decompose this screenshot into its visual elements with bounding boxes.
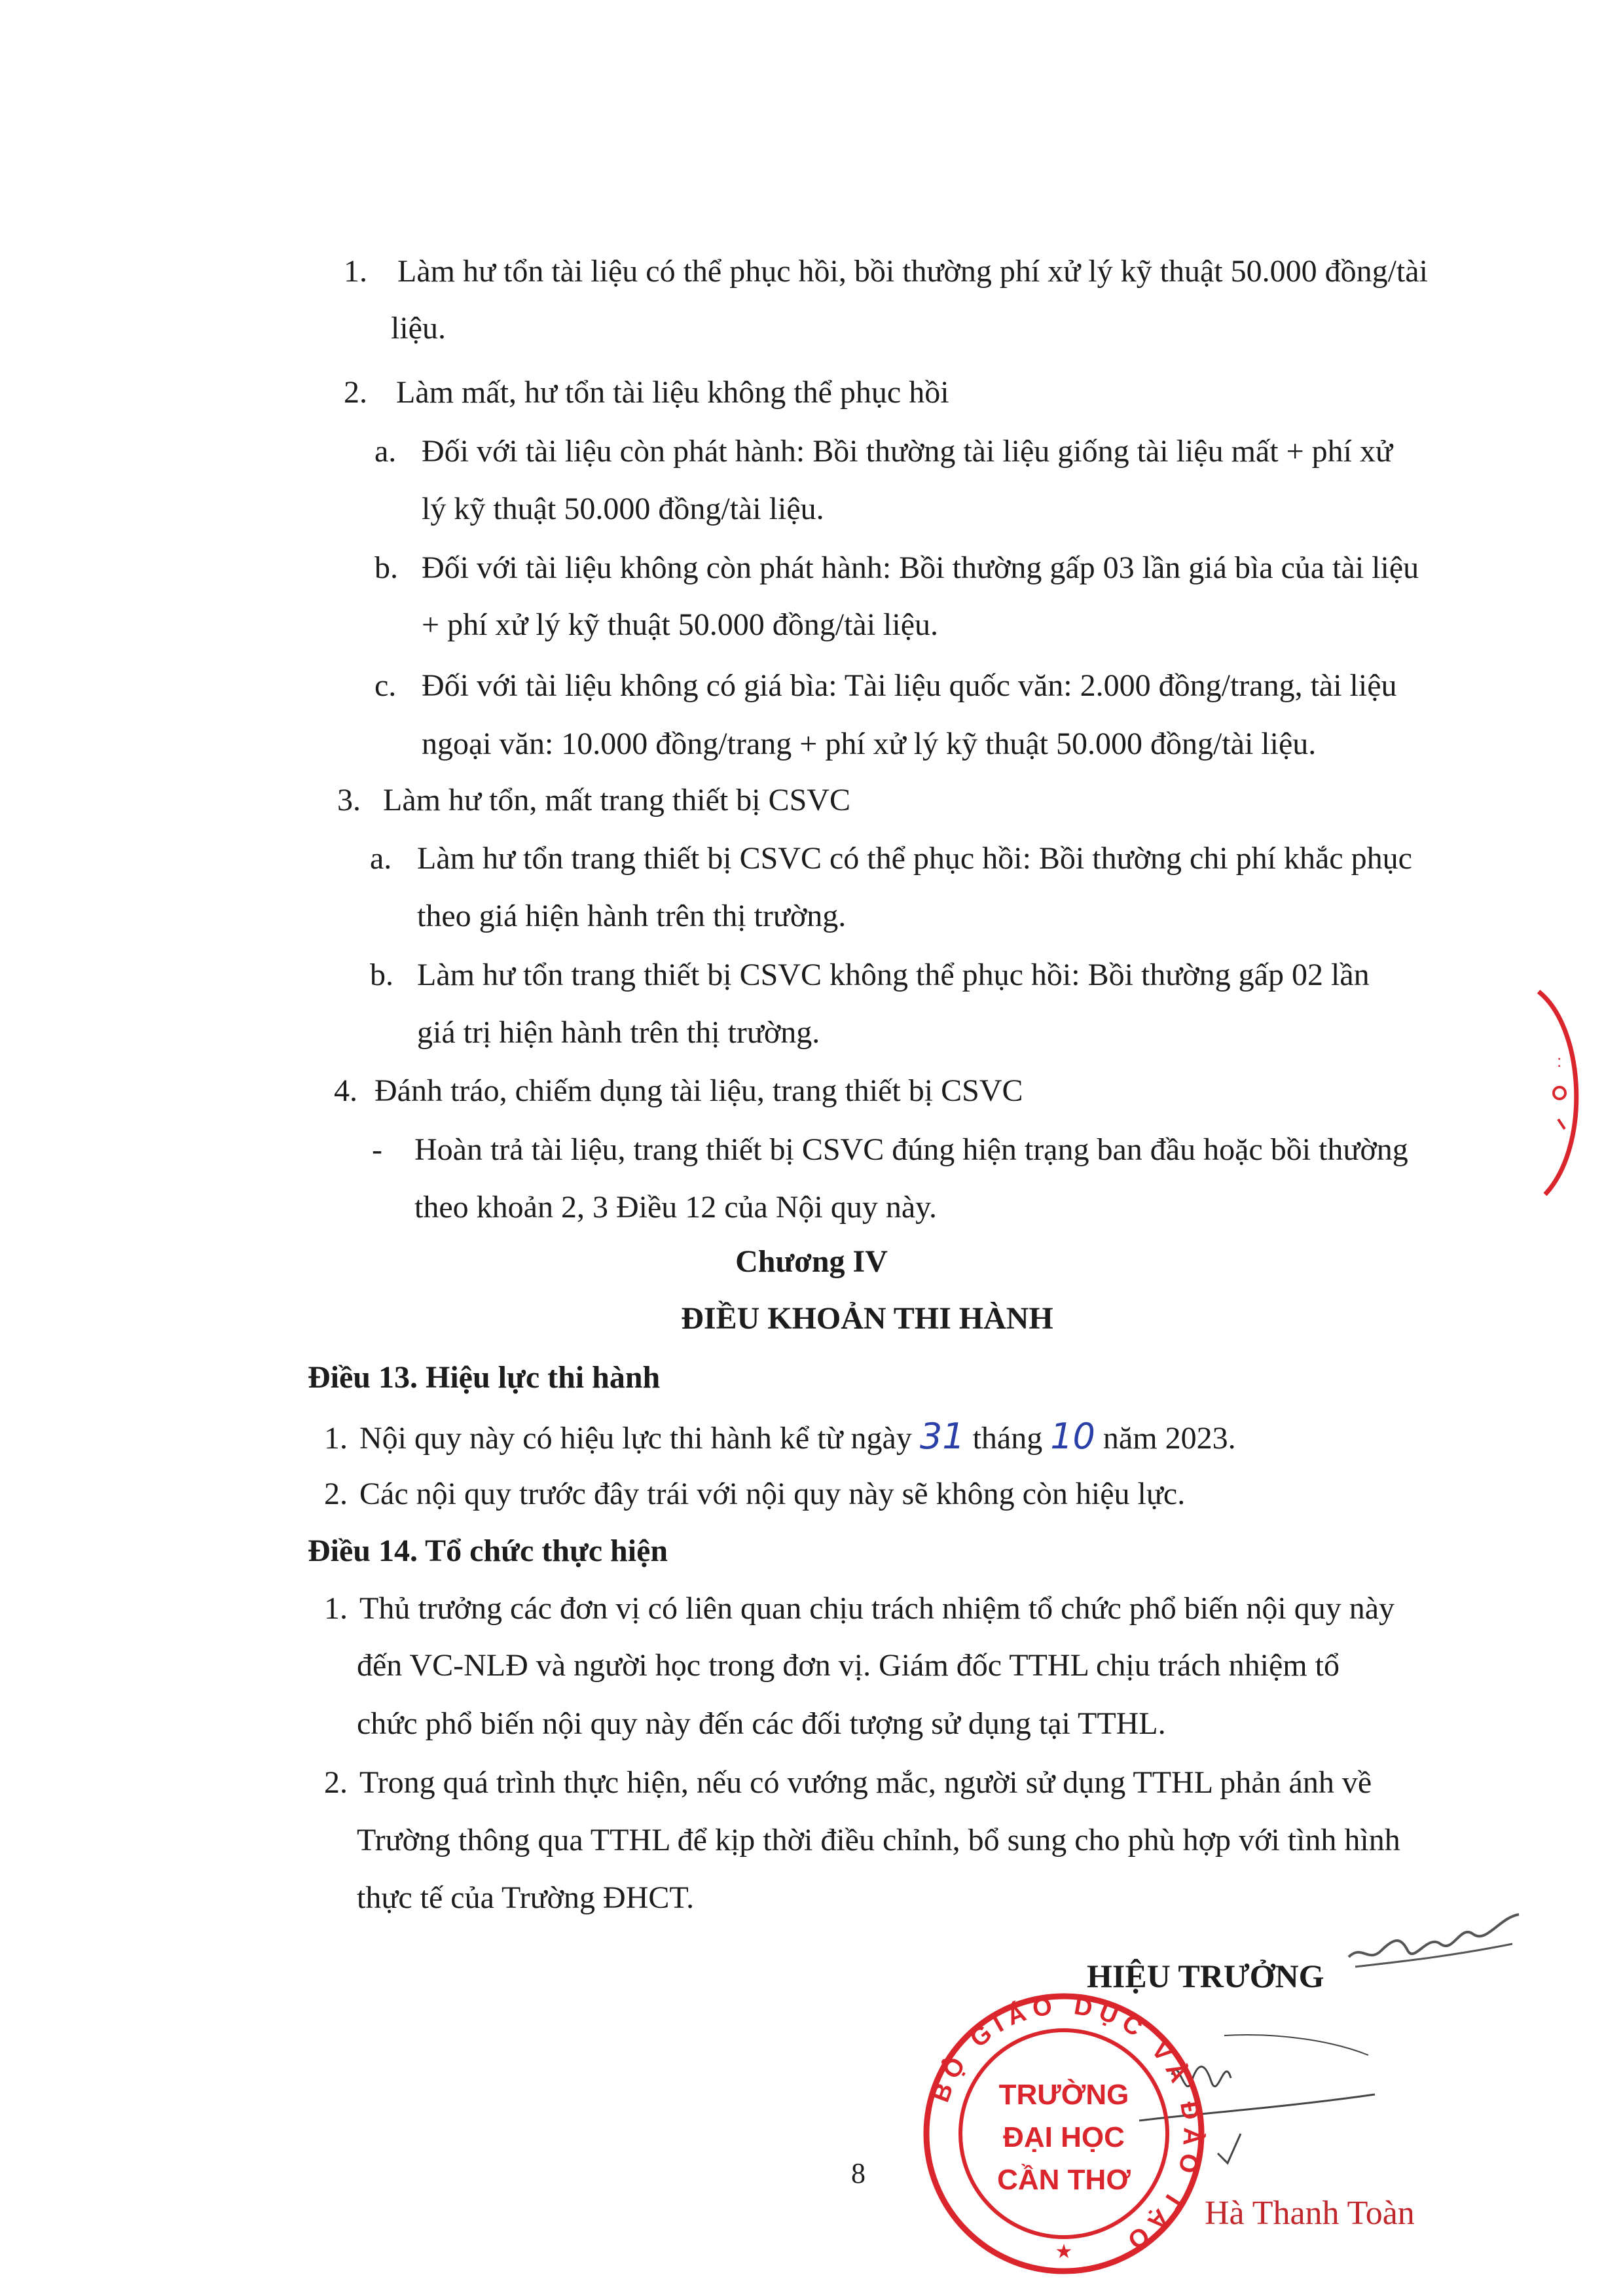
signature-title: HIỆU TRƯỞNG [1087, 1958, 1324, 1994]
item-2c-letter: c. [374, 668, 397, 703]
item-3a-text: Làm hư tổn trang thiết bị CSVC có thể phục hồi: Bồi thường chi phí khắc phục [417, 841, 1412, 876]
page-number: 8 [851, 2157, 866, 2189]
article-14-clause-1-line-2: đến VC-NLĐ và người học trong đơn vị. Giám đốc TTHL chịu trách nhiệm tổ [357, 1648, 1340, 1683]
article-14-clause-1-line-3: chức phổ biến nội quy này đến các đối tượng sử dụng tại TTHL. [357, 1706, 1166, 1741]
initials-scribble [1342, 1905, 1525, 1977]
item-1-line-1 [344, 252, 1428, 291]
item-3a-letter: a. [370, 841, 392, 876]
seal-ring-text: BỘ GIÁO DỤC VÀ ĐÀO TẠO [926, 1992, 1206, 2258]
article-14-clause-2-line-3: thực tế của Trường ĐHCT. [357, 1880, 695, 1915]
article-14-clause-2-number: 2. [324, 1765, 348, 1800]
article-14-clause-1-number: 1. [324, 1591, 348, 1626]
item-3b-letter: b. [370, 958, 393, 992]
item-3b-line-2: giá trị hiện hành trên thị trường. [417, 1015, 820, 1050]
item-2b-line-1 [374, 548, 1419, 588]
item-2a-line-1 [374, 432, 1393, 471]
item-4-dash-line-2: theo khoản 2, 3 Điều 12 của Nội quy này. [414, 1190, 938, 1225]
article-14-heading: Điều 14. Tổ chức thực hiện [308, 1534, 668, 1568]
seal-line-3: CẦN THƠ [997, 2164, 1131, 2196]
article-13-clause-1-number: 1. [324, 1421, 348, 1456]
handwritten-day: 31 [919, 1416, 965, 1457]
seal-star-icon: ★ [1055, 2241, 1073, 2263]
item-2-text: Làm mất, hư tổn tài liệu không thể phục hồi [396, 375, 949, 410]
item-4-dash-line-1 [372, 1130, 1408, 1170]
article-14-clause-1-line-1 [324, 1589, 1395, 1628]
item-4-dash-text: Hoàn trả tài liệu, trang thiết bị CSVC đúng hiện trạng ban đầu hoặc bồi thường [414, 1132, 1408, 1167]
item-2c-line-2: ngoại văn: 10.000 đồng/trang + phí xử lý kỹ thuật 50.000 đồng/tài liệu. [422, 726, 1317, 761]
item-2 [344, 373, 949, 412]
chapter-subtitle: ĐIỀU KHOẢN THI HÀNH [681, 1301, 1053, 1336]
edge-seal-fragment [1525, 988, 1597, 1198]
article-14-clause-2-text: Trong quá trình thực hiện, nếu có vướng mắc, người sử dụng TTHL phản ánh về [359, 1765, 1372, 1800]
item-2b-line-2: + phí xử lý kỹ thuật 50.000 đồng/tài liệu. [422, 607, 939, 642]
item-4-dash: - [372, 1132, 382, 1167]
item-4-number: 4. [334, 1073, 357, 1108]
item-3a-line-1 [370, 839, 1412, 878]
university-seal [920, 1990, 1208, 2278]
item-2a-text: Đối với tài liệu còn phát hành: Bồi thường tài liệu giống tài liệu mất + phí xử [422, 434, 1393, 469]
article-13-clause-2 [324, 1475, 1185, 1514]
svg-text::: : [1557, 1051, 1562, 1071]
item-3 [337, 781, 850, 820]
item-3a-line-2: theo giá hiện hành trên thị trường. [417, 899, 847, 933]
seal-line-2: ĐẠI HỌC [1003, 2121, 1125, 2153]
item-3b-line-1 [370, 956, 1370, 995]
item-3-number: 3. [337, 783, 361, 817]
seal-line-1: TRƯỜNG [998, 2079, 1129, 2111]
article-13-clause-1-text: Nội quy này có hiệu lực thi hành kể từ ngày [359, 1421, 912, 1456]
item-1-number: 1. [344, 254, 367, 289]
item-2-number: 2. [344, 375, 367, 410]
item-2b-letter: b. [374, 550, 398, 585]
article-14-clause-2-line-2: Trường thông qua TTHL để kịp thời điều chỉnh, bổ sung cho phù hợp với tình hình [357, 1823, 1400, 1857]
article-13-clause-2-number: 2. [324, 1477, 348, 1511]
item-4 [334, 1071, 1023, 1111]
item-4-text: Đánh tráo, chiếm dụng tài liệu, trang thiết bị CSVC [374, 1073, 1023, 1108]
year-text: năm 2023. [1103, 1421, 1236, 1456]
handwritten-month: 10 [1050, 1416, 1095, 1457]
item-1-line-2: liệu. [391, 311, 446, 346]
item-3b-text: Làm hư tổn trang thiết bị CSVC không thể phục hồi: Bồi thường gấp 02 lần [417, 958, 1370, 992]
article-13-heading: Điều 13. Hiệu lực thi hành [308, 1360, 661, 1395]
article-13-clause-2-text: Các nội quy trước đây trái với nội quy này sẽ không còn hiệu lực. [359, 1477, 1186, 1511]
item-1-text: Làm hư tổn tài liệu có thể phục hồi, bồi thường phí xử lý kỹ thuật 50.000 đồng/tài [397, 254, 1428, 289]
article-14-clause-2-line-1 [324, 1763, 1372, 1803]
item-2a-letter: a. [374, 434, 397, 469]
item-3-text: Làm hư tổn, mất trang thiết bị CSVC [383, 783, 850, 817]
month-word: tháng [972, 1421, 1043, 1456]
item-2c-line-1 [374, 666, 1397, 706]
article-14-clause-1-text: Thủ trưởng các đơn vị có liên quan chịu trách nhiệm tổ chức phổ biến nội quy này [359, 1591, 1395, 1626]
article-13-clause-1 [324, 1417, 1236, 1458]
item-2c-text: Đối với tài liệu không có giá bìa: Tài liệu quốc văn: 2.000 đồng/trang, tài liệu [422, 668, 1397, 703]
chapter-title: Chương IV [735, 1244, 888, 1279]
item-2a-line-2: lý kỹ thuật 50.000 đồng/tài liệu. [422, 492, 824, 526]
item-2b-text: Đối với tài liệu không còn phát hành: Bồi thường gấp 03 lần giá bìa của tài liệu [422, 550, 1419, 585]
signer-name: Hà Thanh Toàn [1205, 2195, 1415, 2232]
